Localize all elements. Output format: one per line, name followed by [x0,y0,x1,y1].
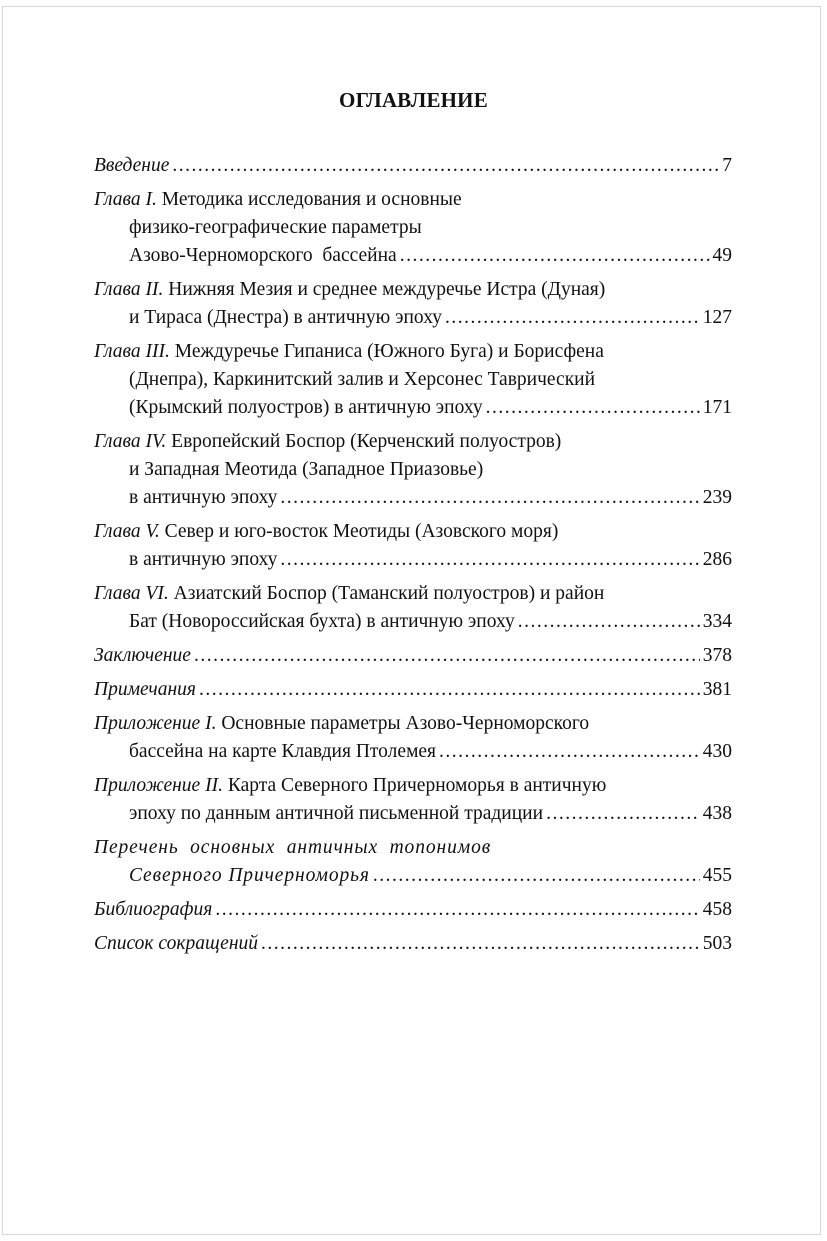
page-title: ОГЛАВЛЕНИЕ [339,88,488,112]
dot-leader [373,862,700,890]
toc-line [94,738,732,766]
entry-title: физико-географические параметры [129,217,422,238]
entry-label: Глава VI. [94,583,169,604]
toc-line [94,152,732,180]
entry-title: Методика исследования и основные [156,189,462,210]
entry-label: Приложение II. [94,775,223,796]
entry-label: Перечень основных античных топонимов [94,837,492,858]
toc-entry-chapter-5[interactable] [94,518,732,574]
toc-line [94,800,732,828]
entry-label: Заключение [94,645,191,666]
dot-leader [280,546,699,574]
toc-line [94,484,732,512]
page-number: 127 [702,307,732,328]
table-of-contents [94,152,732,964]
toc-entry-abbreviations[interactable] [94,930,732,958]
dot-leader [172,152,719,180]
toc-line [94,186,732,214]
entry-title: бассейна на карте Клавдия Птолемея [129,741,437,762]
entry-title: Нижняя Мезия и среднее междуречье Истра (Дуная) [163,279,606,300]
toc-line [94,394,732,422]
entry-title: и Западная Меотида (Западное Приазовье) [129,459,484,480]
dot-leader [546,800,700,828]
dot-leader [215,896,699,924]
page-number: 49 [712,245,732,266]
toc-entry-appendix-2[interactable] [94,772,732,828]
toc-entry-chapter-1[interactable] [94,186,732,270]
toc-line [94,772,732,800]
toc-entry-toponyms[interactable] [94,834,732,890]
entry-title: Север и юго-восток Меотиды (Азовского моря) [159,521,559,542]
toc-entry-appendix-1[interactable] [94,710,732,766]
toc-entry-chapter-3[interactable] [94,338,732,422]
entry-label: Библиография [94,899,213,920]
toc-line [94,428,732,456]
page-number: 438 [702,803,732,824]
entry-title: эпоху по данным античной письменной традиции [129,803,544,824]
toc-line [94,896,732,924]
toc-entry-chapter-6[interactable] [94,580,732,636]
dot-leader [194,642,700,670]
entry-title: Междуречье Гипаниса (Южного Буга) и Борисфена [169,341,604,362]
toc-line [94,676,732,704]
page-number: 239 [702,487,732,508]
entry-label: Список сокращений [94,933,258,954]
entry-title: Бат (Новороссийская бухта) в античную эпоху [129,611,515,632]
toc-line [94,862,732,890]
entry-label: Примечания [94,679,196,700]
toc-entry-introduction[interactable] [94,152,732,180]
entry-label: Глава I. [94,189,157,210]
toc-line [94,276,732,304]
toc-entry-conclusion[interactable] [94,642,732,670]
entry-label: Северного Причерноморья [129,865,370,886]
page-number: 458 [702,899,732,920]
entry-title: и Тираса (Днестра) в античную эпоху [129,307,442,328]
entry-title: Европейский Боспор (Керченский полуостров) [166,431,562,452]
entry-title: Основные параметры Азово-Черноморского [216,713,590,734]
entry-title: в античную эпоху [129,487,278,508]
toc-entry-bibliography[interactable] [94,896,732,924]
toc-entry-chapter-2[interactable] [94,276,732,332]
toc-line [94,580,732,608]
dot-leader [486,394,700,422]
entry-label: Глава IV. [94,431,167,452]
dot-leader [518,608,700,636]
page-number: 286 [702,549,732,570]
dot-leader [439,738,700,766]
entry-label: Глава III. [94,341,170,362]
toc-line [94,710,732,738]
page-number: 503 [702,933,732,954]
page-number: 378 [702,645,732,666]
toc-line [94,214,732,242]
page-number: 430 [702,741,732,762]
entry-title: Азово-Черноморского бассейна [129,245,397,266]
entry-label: Приложение I. [94,713,217,734]
toc-line [94,518,732,546]
entry-title: Азиатский Боспор (Таманский полуостров) и район [168,583,605,604]
dot-leader [199,676,700,704]
toc-line [94,366,732,394]
page-number: 7 [722,155,732,176]
entry-title: (Крымский полуостров) в античную эпоху [129,397,483,418]
page-number: 455 [702,865,732,886]
toc-line [94,242,732,270]
toc-line [94,642,732,670]
page-number: 334 [702,611,732,632]
entry-title: (Днепра), Каркинитский залив и Херсонес Таврический [129,369,596,390]
toc-line [94,546,732,574]
toc-line [94,338,732,366]
page-number: 171 [702,397,732,418]
entry-label: Глава II. [94,279,164,300]
dot-leader [261,930,700,958]
entry-label: Введение [94,155,170,176]
dot-leader [400,242,710,270]
entry-label: Глава V. [94,521,160,542]
dot-leader [445,304,700,332]
page-number: 381 [702,679,732,700]
entry-title: в античную эпоху [129,549,278,570]
toc-entry-chapter-4[interactable] [94,428,732,512]
toc-line [94,456,732,484]
toc-line [94,304,732,332]
dot-leader [280,484,699,512]
toc-entry-notes[interactable] [94,676,732,704]
toc-line [94,608,732,636]
toc-line [94,930,732,958]
toc-line [94,834,732,862]
entry-title: Карта Северного Причерноморья в античную [222,775,607,796]
